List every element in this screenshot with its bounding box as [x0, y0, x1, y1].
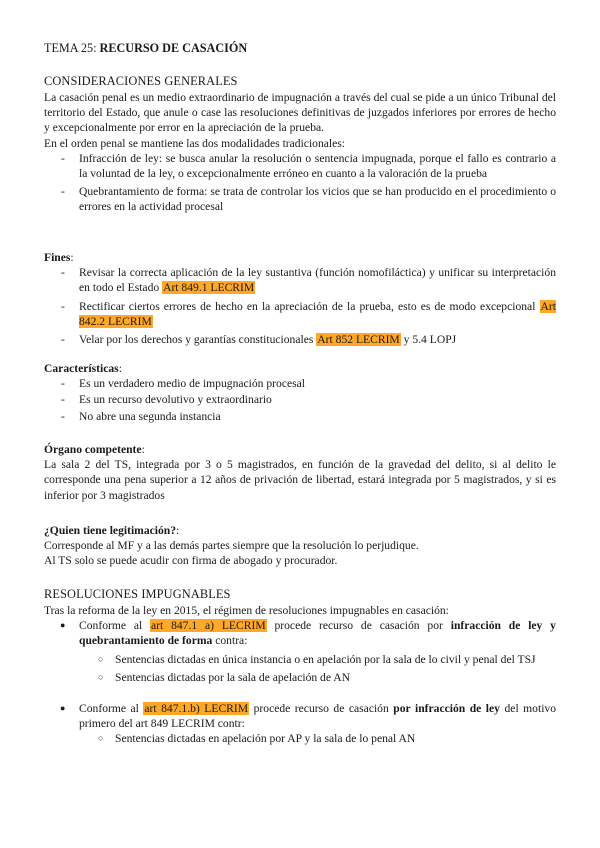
- item-text: Conforme al: [79, 702, 139, 716]
- resoluciones-section: [44, 603, 556, 750]
- heading-colon: :: [118, 362, 122, 375]
- list-item: - Es un verdadero medio de impugnación procesal: [44, 376, 556, 391]
- law-reference: Art 849.1 LECRIM: [163, 281, 255, 295]
- item-text: del motivo primero del art 849 LECRIM contr:: [79, 702, 557, 731]
- law-reference: art 847.1 a) LECRIM: [151, 619, 266, 633]
- legitimacion-line: Corresponde al MF y a las demás partes siempre que la resolución lo perjudique.: [44, 539, 419, 553]
- list-item: [44, 701, 556, 731]
- law-reference: Art 852 LECRIM: [317, 333, 400, 347]
- section-heading-resoluciones: RESOLUCIONES IMPUGNABLES: [44, 587, 231, 601]
- list-item: [44, 618, 556, 648]
- organo-heading: Órgano competente: [44, 443, 142, 456]
- list-item: - No abre una segunda instancia: [44, 409, 556, 424]
- item-text: procede recurso de casación por: [266, 619, 443, 633]
- legitimacion-heading: ¿Quien tiene legitimación?: [44, 524, 177, 537]
- list-item: - Infracción de ley: se busca anular la resolución o sentencia impugnada, porque el fallo es contrario a la voluntad de la ley, o excepcionalmente erróneo en cuanto a la valoración de la prueba: [44, 151, 556, 181]
- list-item: [44, 332, 556, 347]
- organo-paragraph: La sala 2 del TS, integrada por 3 o 5 magistrados, en función de la gravedad del delito, si al delito le corresponde una pena superior a 12 años de privación de libertad, estará integrada por 5 magistrados, y si es inferior por 3 magistrados: [44, 458, 556, 502]
- item-text: Velar por los derechos y garantías constitucionales: [79, 333, 314, 347]
- organo-section: [44, 442, 556, 503]
- resoluciones-sublist: [44, 652, 556, 685]
- heading-colon: :: [70, 251, 74, 264]
- law-reference: Art 842.2 LECRIM: [79, 299, 556, 328]
- legitimacion-section: [44, 523, 556, 569]
- list-item: - Es un recurso devolutivo y extraordinario: [44, 392, 556, 407]
- item-text: Revisar la correcta aplicación de la ley sustantiva (función nomofiláctica) y unificar su interpretación en todo el Estado: [79, 266, 556, 295]
- list-item: ○ Sentencias dictadas en única instancia o en apelación por la sala de lo civil y penal del TSJ: [44, 652, 556, 667]
- law-reference: art 847.1.b) LECRIM: [144, 702, 249, 716]
- page-title: [44, 41, 556, 56]
- list-item: ○ Sentencias dictadas por la sala de apelación de AN: [44, 670, 556, 685]
- consideraciones-intro: En el orden penal se mantiene las dos modalidades tradicionales:: [44, 136, 346, 150]
- list-item: [44, 265, 556, 295]
- caracteristicas-heading: Características: [44, 362, 119, 375]
- list-item: - Quebrantamiento de forma: se trata de controlar los vicios que se han producido en el procedimiento o errores en la actividad procesal: [44, 184, 556, 214]
- modalidades-list: [44, 151, 556, 215]
- item-text: Conforme al: [79, 619, 143, 633]
- consideraciones-paragraph: La casación penal es un medio extraordinario de impugnación a través del cual se pide a un único Tribunal del territorio del Estado, que anule o case las resoluciones definitivas de juzgados inferiores por errores de hecho y excepcionalmente por error en la apreciación de la prueba.: [44, 91, 556, 135]
- heading-colon: :: [176, 524, 180, 537]
- title-prefix: TEMA 25:: [44, 41, 97, 55]
- resoluciones-intro: Tras la reforma de la ley en 2015, el régimen de resoluciones impugnables en casación:: [44, 604, 449, 617]
- section-heading-consideraciones: CONSIDERACIONES GENERALES: [44, 74, 238, 88]
- item-bold: infracción de ley y quebrantamiento de forma: [79, 619, 556, 648]
- caracteristicas-list: [44, 376, 556, 424]
- item-text: contra:: [215, 634, 248, 648]
- legitimacion-line: Al TS solo se puede acudir con firma de abogado y procurador.: [44, 554, 338, 568]
- item-suffix: y 5.4 LOPJ: [403, 333, 457, 347]
- list-item: [44, 299, 556, 329]
- fines-list: [44, 265, 556, 347]
- caracteristicas-section: [44, 361, 556, 427]
- item-bold: por infracción de ley: [393, 702, 500, 716]
- resoluciones-list: [44, 701, 556, 731]
- fines-heading: Fines: [44, 251, 71, 264]
- consideraciones-section: [44, 90, 556, 218]
- list-item: ○ Sentencias dictadas en apelación por AP y la sala de lo penal AN: [44, 731, 556, 746]
- item-text: procede recurso de casación: [253, 702, 389, 716]
- item-text: Rectificar ciertos errores de hecho en la apreciación de la prueba, esto es de modo excepcional: [79, 299, 536, 313]
- heading-colon: :: [141, 443, 145, 456]
- fines-section: [44, 250, 556, 350]
- resoluciones-sublist: [44, 731, 556, 746]
- title-main: RECURSO DE CASACIÓN: [99, 41, 248, 55]
- resoluciones-list: [44, 618, 556, 648]
